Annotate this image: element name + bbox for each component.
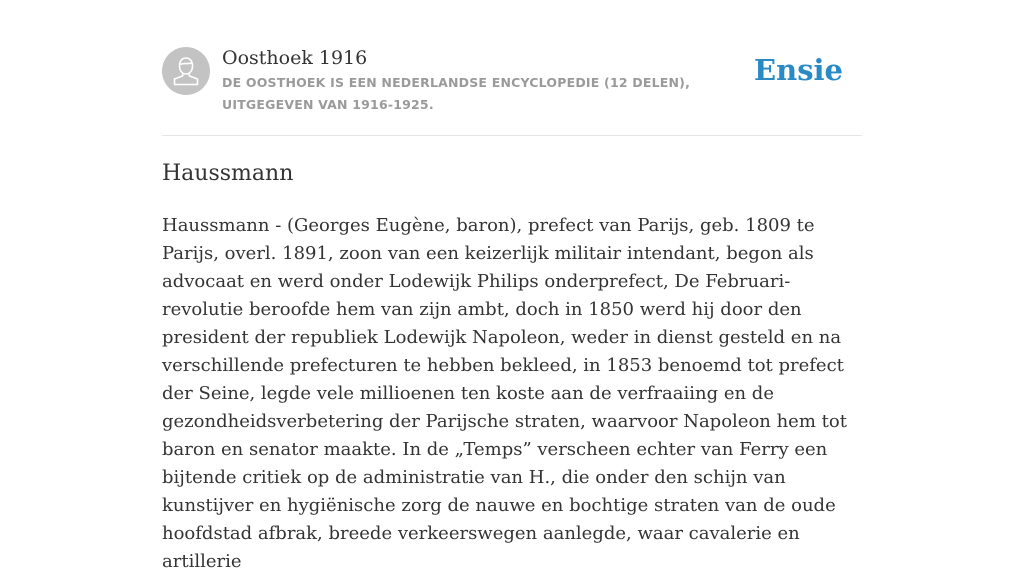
source-title[interactable]: Oosthoek 1916 xyxy=(222,47,368,69)
brand-logo[interactable]: Ensie xyxy=(754,53,843,87)
source-description: DE OOSTHOEK IS EEN NEDERLANDSE ENCYCLOPEDIE (12 DELEN), UITGEGEVEN VAN 1916-1925. xyxy=(222,75,691,112)
header-divider xyxy=(162,135,862,136)
article-title: Haussmann xyxy=(162,161,294,186)
source-avatar[interactable] xyxy=(162,47,210,95)
user-outline-icon xyxy=(162,47,210,95)
source-header xyxy=(162,46,862,135)
article-body: Haussmann - (Georges Eugène, baron), prefect van Parijs, geb. 1809 te Parijs, overl. 1891, zoon van een keizerlijk militair intendant, begon als advocaat en werd onder Lodewijk Philips onderprefect, De Februari-revolutie beroofde hem van zijn ambt, doch in 1850 werd hij door den president der republiek Lodewijk Napoleon, weder in dienst gesteld en na verschillende prefecturen te hebben bekleed, in 1853 benoemd tot prefect der Seine, legde vele millioenen ten koste aan de verfraaiing en de gezondheidsverbetering der Parijsche straten, waarvoor Napoleon hem tot baron en senator maakte. In de „Temps” verscheen echter van Ferry een bijtende critiek op de administratie van H., die onder den schijn van kunstijver en hygiënische zorg de nauwe en bochtige straten van de oude hoofdstad afbrak, breede verkeerswegen aanlegde, waar cavalerie en artillerie xyxy=(162,215,847,572)
